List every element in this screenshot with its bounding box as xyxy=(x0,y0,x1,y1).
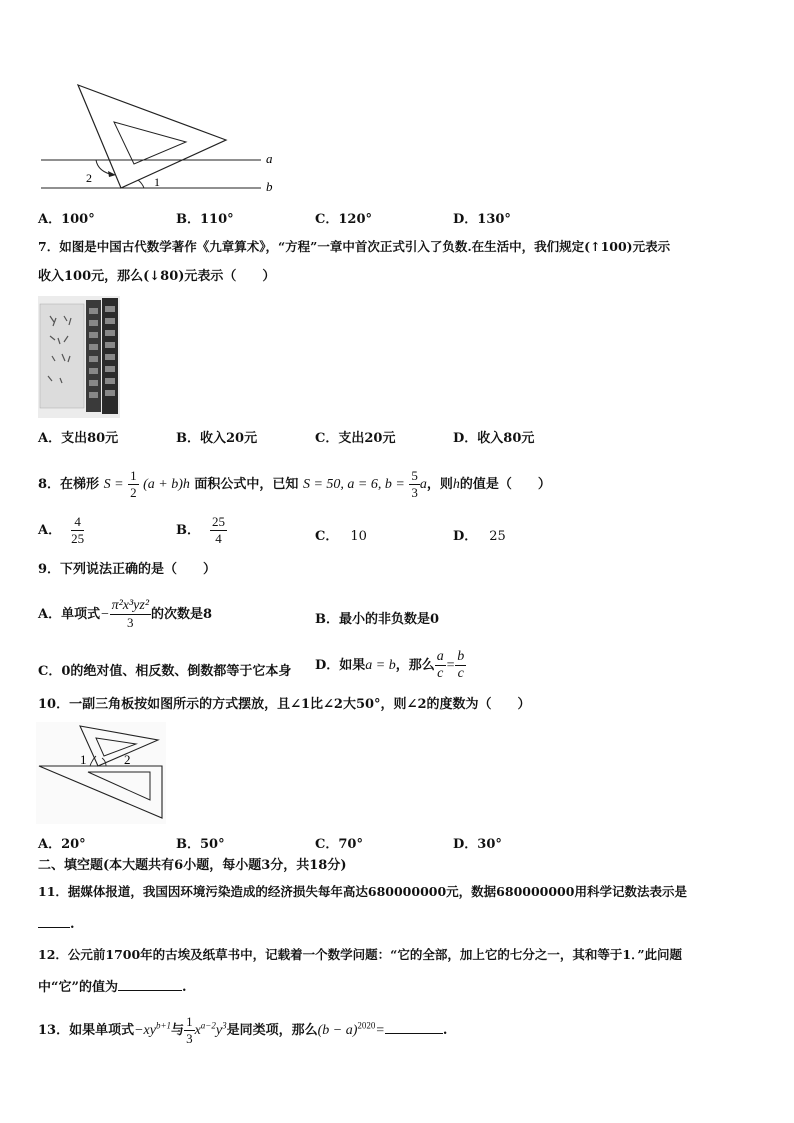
q7-stem-line2: 收入100元，那么(↓80)元表示（ ） xyxy=(38,269,276,284)
q6-figure xyxy=(36,80,286,200)
q10-option-b[interactable]: B．50° xyxy=(176,837,225,852)
triangle-inner xyxy=(114,122,186,164)
q8-stem: 8．在梯形 S = $\frac{1}{2}$ (a + b)h 面积公式中，已知 S = 50, a = 6, b = $\frac{5}{3}$ a，则h的值是（ ） xyxy=(38,468,551,500)
q10-option-c[interactable]: C．70° xyxy=(315,837,363,852)
q6-option-d[interactable]: D．130° xyxy=(453,212,511,227)
q12-answer-blank[interactable] xyxy=(118,976,182,991)
triangle-outer xyxy=(78,85,226,188)
q11-stem-line2: . xyxy=(38,913,75,935)
label-b: b xyxy=(266,179,273,194)
q10-figure xyxy=(36,722,166,824)
q8-option-a[interactable]: A． $\frac{4}{25}$ xyxy=(38,514,85,546)
q7-option-d[interactable]: D．收入80元 xyxy=(453,431,535,446)
q8-option-d[interactable]: D． 25 xyxy=(453,529,506,544)
q6-option-c[interactable]: C．120° xyxy=(315,212,372,227)
q12-stem-line1: 12．公元前1700年的古埃及纸草书中，记载着一个数学问题：“它的全部，加上它的七分之一，其和等于1．”此问题 xyxy=(38,947,683,962)
q7-stem-line1: 7．如图是中国古代数学著作《九章算术》，“方程”一章中首次正式引入了负数.在生活中，我们规定(↑100)元表示 xyxy=(38,239,671,254)
q7-option-b[interactable]: B．收入20元 xyxy=(176,431,258,446)
q8-option-c[interactable]: C． 10 xyxy=(315,529,367,544)
q9-option-c[interactable]: C．0的绝对值、相反数、倒数都等于它本身 xyxy=(38,664,292,679)
q6-option-b[interactable]: B．110° xyxy=(176,212,234,227)
q7-option-c[interactable]: C．支出20元 xyxy=(315,431,396,446)
q9-option-d[interactable]: D．如果a = b，那么 $\frac{a}{c}$ = $\frac{b}{c}$ xyxy=(315,649,465,681)
q10-option-d[interactable]: D．30° xyxy=(453,837,502,852)
label-1: 1 xyxy=(80,752,87,767)
section-heading: 二、填空题(本大题共有6小题，每小题3分，共18分) xyxy=(38,858,347,873)
q12-stem-line2: 中“它”的值为 . xyxy=(38,976,187,998)
q11-answer-blank[interactable] xyxy=(38,913,70,928)
q13-answer-blank[interactable] xyxy=(385,1019,443,1034)
label-a: a xyxy=(266,151,273,166)
q6-option-a[interactable]: A．100° xyxy=(38,212,95,227)
q9-option-b[interactable]: B．最小的非负数是0 xyxy=(315,612,440,627)
label-2: 2 xyxy=(124,752,131,767)
q11-stem-line1: 11．据媒体报道，我国因环境污染造成的经济损失每年高达680000000元，数据680000000用科学记数法表示是 xyxy=(38,884,687,899)
q7-option-a[interactable]: A．支出80元 xyxy=(38,431,119,446)
q7-book-image xyxy=(38,296,120,418)
q8-b-fraction: $\frac{5}{3}$ xyxy=(411,468,418,500)
label-1: 1 xyxy=(154,175,160,189)
q9-stem: 9．下列说法正确的是（ ） xyxy=(38,562,217,577)
q9-option-a[interactable]: A．单项式− $\frac{\text{π²x³yz²}}{3}$ 的次数是8 xyxy=(38,598,213,630)
q13-stem: 13．如果单项式$-xy^{b+1}$与 $\frac{1}{3}$ $x^{a-2}y^3$是同类项，那么$(b - a)^{2020}=$ . xyxy=(38,1014,448,1046)
q10-option-a[interactable]: A．20° xyxy=(38,837,86,852)
q8-half-fraction: $\frac{1}{2}$ xyxy=(130,468,137,500)
label-2: 2 xyxy=(86,171,92,185)
q8-option-b[interactable]: B． $\frac{25}{4}$ xyxy=(176,514,225,546)
angle-1-arc xyxy=(138,180,144,188)
q10-stem: 10．一副三角板按如图所示的方式摆放，且∠1比∠2大50°，则∠2的度数为（ ） xyxy=(38,697,531,712)
